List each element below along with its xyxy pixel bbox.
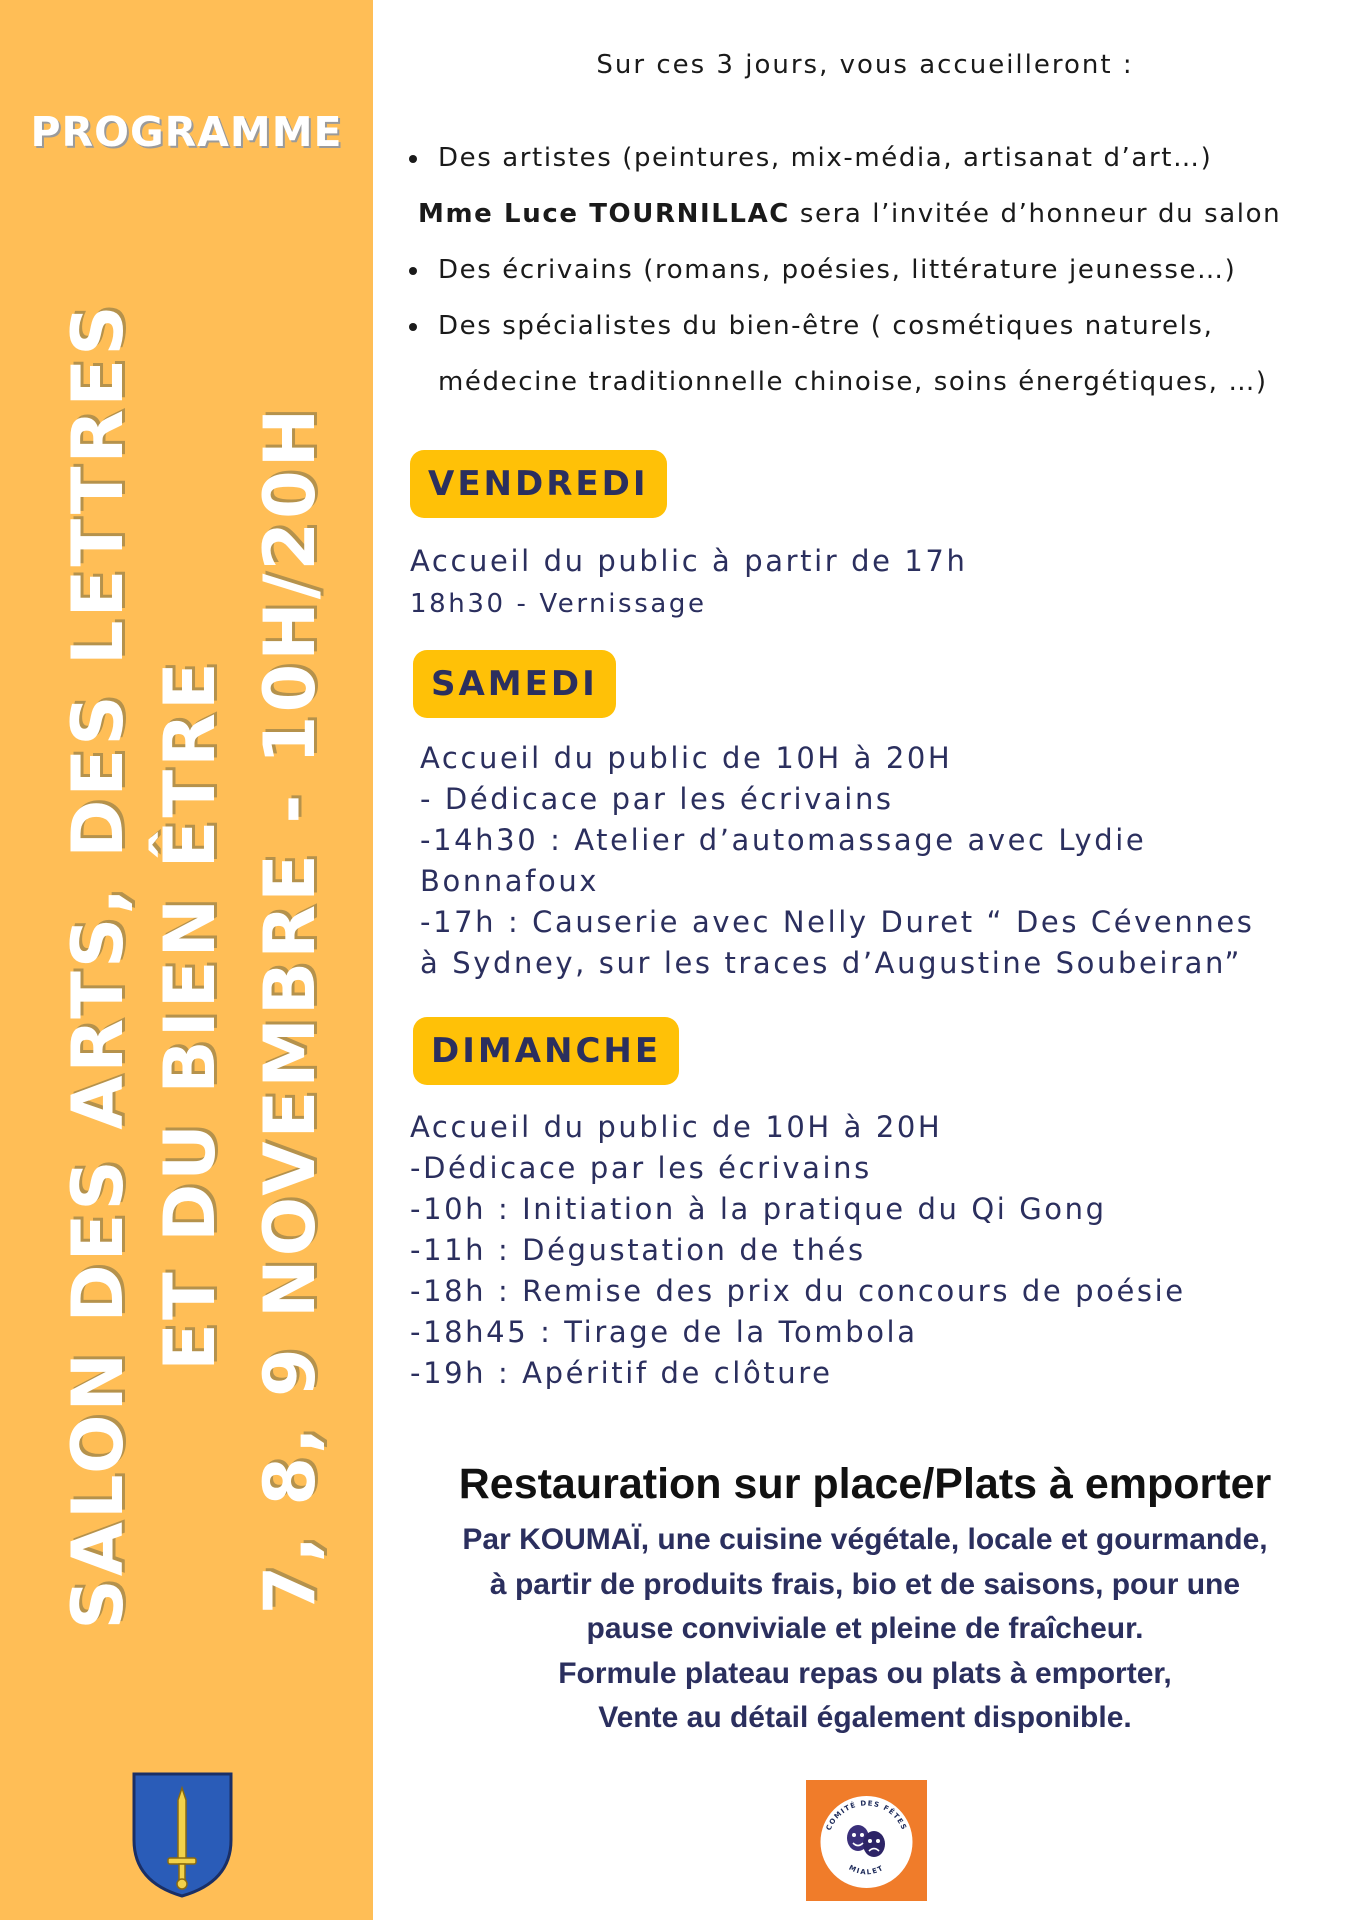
theatre-masks-icon [806, 1780, 927, 1901]
restauration-line: à partir de produits frais, bio et de saisons, pour une [489, 1567, 1241, 1601]
comite-des-fetes-logo [806, 1780, 927, 1901]
logo-bottom-text: MIALET [847, 1863, 886, 1877]
bullet-wellbeing: Des spécialistes du bien-être ( cosmétiques naturels, [403, 298, 1343, 354]
restauration-line: Vente au détail également disponible. [598, 1701, 1132, 1734]
schedule-line: Accueil du public de 10H à 20H [420, 741, 953, 775]
honor-name: Mme Luce TOURNILLAC [418, 199, 790, 229]
main-content [373, 0, 1357, 1920]
title-line-1: SALON DES ARTS, DES LETTRES [57, 302, 139, 1630]
schedule-line: - Dédicace par les écrivains [420, 782, 894, 816]
title-line-2: ET DU BIEN ÊTRE [149, 659, 231, 1371]
schedule-line: Accueil du public de 10H à 20H [410, 1110, 943, 1144]
guest-list [403, 130, 1343, 410]
schedule-line: -19h : Apéritif de clôture [410, 1356, 833, 1390]
schedule-line: -14h30 : Atelier d’automassage avec Lydie [420, 823, 1147, 857]
restauration-line: Formule plateau repas ou plats à emporter, [558, 1656, 1172, 1690]
saturday-schedule [420, 738, 1340, 984]
honor-rest: sera l’invitée d’honneur du salon [789, 199, 1282, 229]
sunday-badge: DIMANCHE [413, 1017, 679, 1085]
schedule-line: 18h30 - Vernissage [410, 589, 707, 619]
schedule-line: -Dédicace par les écrivains [410, 1151, 872, 1185]
guest-of-honor [403, 186, 1343, 242]
schedule-line: Accueil du public à partir de 17h [410, 544, 968, 578]
bullet-wellbeing-continued: médecine traditionnelle chinoise, soins énergétiques, …) [438, 367, 1268, 397]
logo-top-text: COMITÉ DES FÊTES [824, 1799, 909, 1832]
schedule-line: Bonnafoux [420, 864, 600, 898]
schedule-line: -11h : Dégustation de thés [410, 1233, 866, 1267]
schedule-line: -18h45 : Tirage de la Tombola [410, 1315, 918, 1349]
title-line-3: 7, 8, 9 NOVEMBRE - 10H/20H [249, 405, 331, 1615]
coat-of-arms-icon [130, 1770, 235, 1900]
sidebar [0, 0, 373, 1920]
restauration-title: Restauration sur place/Plats à emporter [458, 1460, 1272, 1508]
sunday-schedule [410, 1107, 1186, 1394]
intro-text: Sur ces 3 jours, vous accueilleront : [596, 50, 1134, 80]
schedule-line: -18h : Remise des prix du concours de poésie [410, 1274, 1186, 1308]
bullet-artists: Des artistes (peintures, mix-média, artisanat d’art…) [403, 130, 1343, 186]
bullet-writers: Des écrivains (romans, poésies, littérature jeunesse…) [403, 242, 1343, 298]
friday-schedule [410, 538, 967, 624]
schedule-line: à Sydney, sur les traces d’Augustine Soubeiran” [420, 946, 1242, 980]
saturday-badge: SAMEDI [413, 650, 616, 718]
friday-badge: VENDREDI [410, 450, 667, 518]
schedule-line: -17h : Causerie avec Nelly Duret “ Des Cévennes [420, 905, 1255, 939]
restauration-description [373, 1518, 1357, 1741]
restauration-line: pause conviviale et pleine de fraîcheur. [586, 1612, 1144, 1645]
programme-heading: PROGRAMME [30, 108, 343, 156]
schedule-line: -10h : Initiation à la pratique du Qi Gong [410, 1192, 1107, 1226]
restauration-line: Par KOUMAÏ, une cuisine végétale, locale et gourmande, [462, 1523, 1268, 1556]
